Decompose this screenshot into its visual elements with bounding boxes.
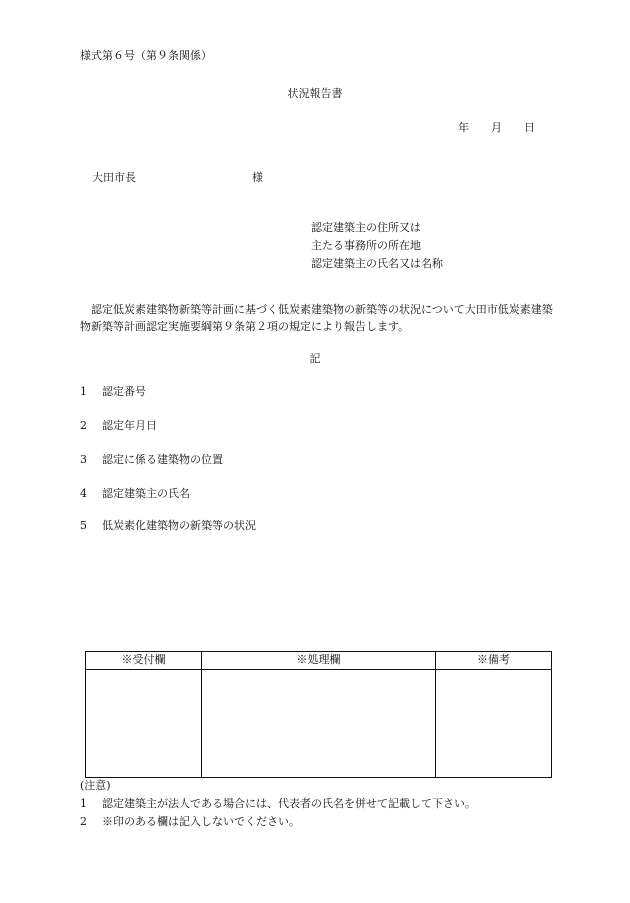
- document-title: 状況報告書: [287, 87, 343, 100]
- reception-cell[interactable]: [86, 670, 202, 778]
- list-item: [80, 419, 157, 434]
- item-label: 認定年月日: [102, 419, 157, 432]
- reception-column-header: ※受付欄: [86, 652, 202, 670]
- date-day-label: 日: [524, 121, 535, 134]
- form-number: 様式第６号（第９条関係）: [80, 49, 212, 62]
- applicant-address-label: 認定建築主の住所又は: [311, 221, 421, 234]
- notes-heading: (注意): [80, 779, 111, 792]
- item-number: 5: [80, 519, 87, 532]
- recipient-honorific: 様: [252, 171, 263, 184]
- recipient-name: 大田市長: [92, 171, 136, 184]
- applicant-name-label: 認定建築主の氏名又は名称: [311, 257, 443, 270]
- processing-column-header: ※処理欄: [202, 652, 436, 670]
- item-label: 認定建築主の氏名: [102, 487, 190, 500]
- item-number: 3: [80, 453, 87, 466]
- note-text: ※印のある欄は記入しないでください。: [102, 815, 300, 828]
- note-number: 1: [80, 797, 87, 810]
- item-number: 4: [80, 487, 87, 500]
- list-item: [80, 385, 146, 400]
- item-label: 認定番号: [102, 385, 146, 398]
- item-number: 2: [80, 419, 87, 432]
- note-item: [80, 815, 300, 830]
- item-label: 認定に係る建築物の位置: [102, 453, 223, 466]
- date-month-label: 月: [491, 121, 502, 134]
- date-line: [458, 121, 535, 136]
- body-paragraph: 認定低炭素建築物新築等計画に基づく低炭素建築物の新築等の状況について大田市低炭素建築物新築等計画認定実施要綱第９条第２項の規定により報告します。: [80, 303, 553, 333]
- office-use-table: [85, 651, 552, 778]
- note-item: [80, 797, 476, 812]
- applicant-office-label: 主たる事務所の所在地: [311, 239, 421, 252]
- applicant-block: [311, 219, 443, 273]
- item-label: 低炭素化建築物の新築等の状況: [102, 519, 256, 532]
- note-text: 認定建築主が法人である場合には、代表者の氏名を併せて記載して下さい。: [102, 797, 476, 810]
- remarks-column-header: ※備考: [436, 652, 552, 670]
- note-number: 2: [80, 815, 87, 828]
- processing-cell[interactable]: [202, 670, 436, 778]
- list-item: [80, 519, 256, 534]
- item-number: 1: [80, 385, 87, 398]
- list-item: [80, 487, 190, 502]
- remarks-cell[interactable]: [436, 670, 552, 778]
- list-item: [80, 453, 223, 468]
- ki-heading: 記: [309, 352, 321, 365]
- date-year-label: 年: [458, 121, 469, 134]
